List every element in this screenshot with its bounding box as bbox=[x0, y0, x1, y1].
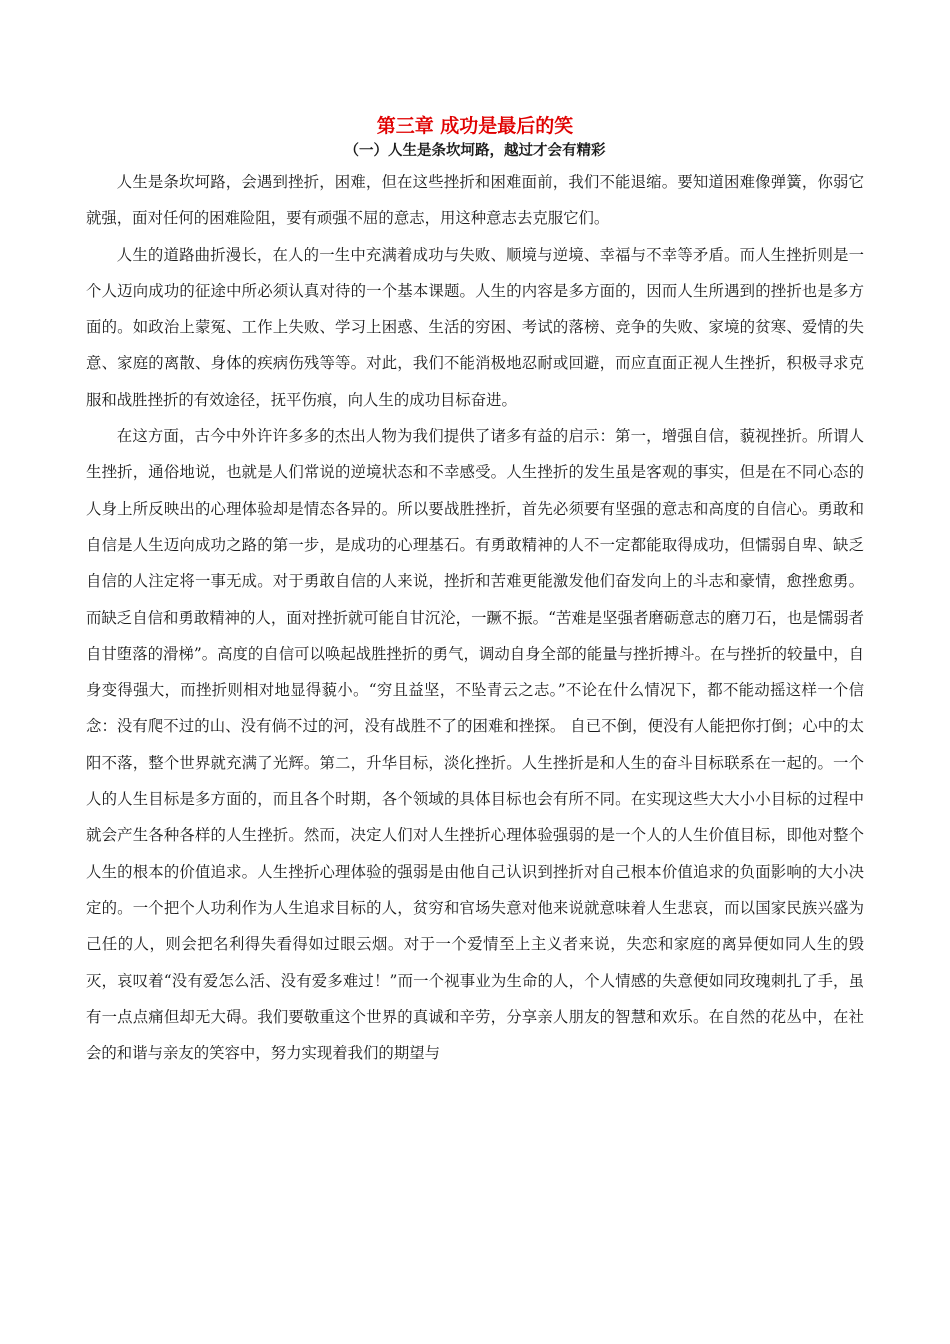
section-title: （一）人生是条坎坷路，越过才会有精彩 bbox=[344, 143, 606, 159]
document-body bbox=[86, 112, 864, 1071]
paragraph-2: 人生的道路曲折漫长，在人的一生中充满着成功与失败、顺境与逆境、幸福与不幸等矛盾。而人生挫折则是一个人迈向成功的征途中所必须认真对待的一个基本课题。人生的内容是多方面的，因而人生所遇到的挫折也是多方面的。如政治上蒙冤、工作上失败、学习上困惑、生活的穷困、考试的落榜、竞争的失败、家境的贫寒、爱情的失意、家庭的离散、身体的疾病伤残等等。对此，我们不能消极地忍耐或回避，而应直面正视人生挫折，积极寻求克服和战胜挫折的有效途径，抚平伤痕，向人生的成功目标奋进。 bbox=[86, 245, 864, 409]
chapter-title: 第三章 成功是最后的笑 bbox=[376, 115, 574, 137]
paragraph-1: 人生是条坎坷路，会遇到挫折，困难，但在这些挫折和困难面前，我们不能退缩。要知道困难像弹簧，你弱它就强，面对任何的困难险阻，要有顽强不屈的意志，用这种意志去克服它们。 bbox=[86, 173, 864, 228]
paragraph-3: 在这方面，古今中外许许多多的杰出人物为我们提供了诸多有益的启示：第一，增强自信，藐视挫折。所谓人生挫折，通俗地说，也就是人们常说的逆境状态和不幸感受。人生挫折的发生虽是客观的事实，但是在不同心态的人身上所反映出的心理体验却是情态各异的。所以要战胜挫折，首先必须要有坚强的意志和高度的自信心。勇敢和自信是人生迈向成功之路的第一步，是成功的心理基石。有勇敢精神的人不一定都能取得成功，但懦弱自卑、缺乏自信的人注定将一事无成。对于勇敢自信的人来说，挫折和苦难更能激发他们奋发向上的斗志和豪情，愈挫愈勇。而缺乏自信和勇敢精神的人，面对挫折就可能自甘沉沦，一蹶不振。“苦难是坚强者磨砺意志的磨刀石，也是懦弱者自甘堕落的滑梯”。高度的自信可以唤起战胜挫折的勇气，调动自身全部的能量与挫折搏斗。在与挫折的较量中，自身变得强大，而挫折则相对地显得藐小。“穷且益坚，不坠青云之志。”不论在什么情况下，都不能动摇这样一个信念：没有爬不过的山、没有倘不过的河，没有战胜不了的困难和挫探。 自已不倒，便没有人能把你打倒；心中的太阳不落，整个世界就充满了光辉。第二，升华目标，淡化挫折。人生挫折是和人生的奋斗目标联系在一起的。一个人的人生目标是多方面的，而且各个时期，各个领域的具体目标也会有所不同。在实现这些大大小小目标的过程中就会产生各种各样的人生挫折。然而，决定人们对人生挫折心理体验强弱的是一个人的人生价值目标，即他对整个人生的根本的价值追求。人生挫折心理体验的强弱是由他自己认识到挫折对自己根本价值追求的负面影响的大小决定的。一个把个人功利作为人生追求目标的人，贫穷和官场失意对他来说就意味着人生悲哀，而以国家民族兴盛为己任的人，则会把名利得失看得如过眼云烟。对于一个爱情至上主义者来说，失恋和家庭的离异便如同人生的毁灭，哀叹着“没有爱怎么活、没有爱多难过！”而一个视事业为生命的人，个人情感的失意便如同玫瑰刺扎了手，虽有一点点痛但却无大碍。我们要敬重这个世界的真诚和辛劳，分享亲人朋友的智慧和欢乐。在自然的花丛中，在社会的和谐与亲友的笑容中，努力实现着我们的期望与 bbox=[86, 427, 864, 1063]
